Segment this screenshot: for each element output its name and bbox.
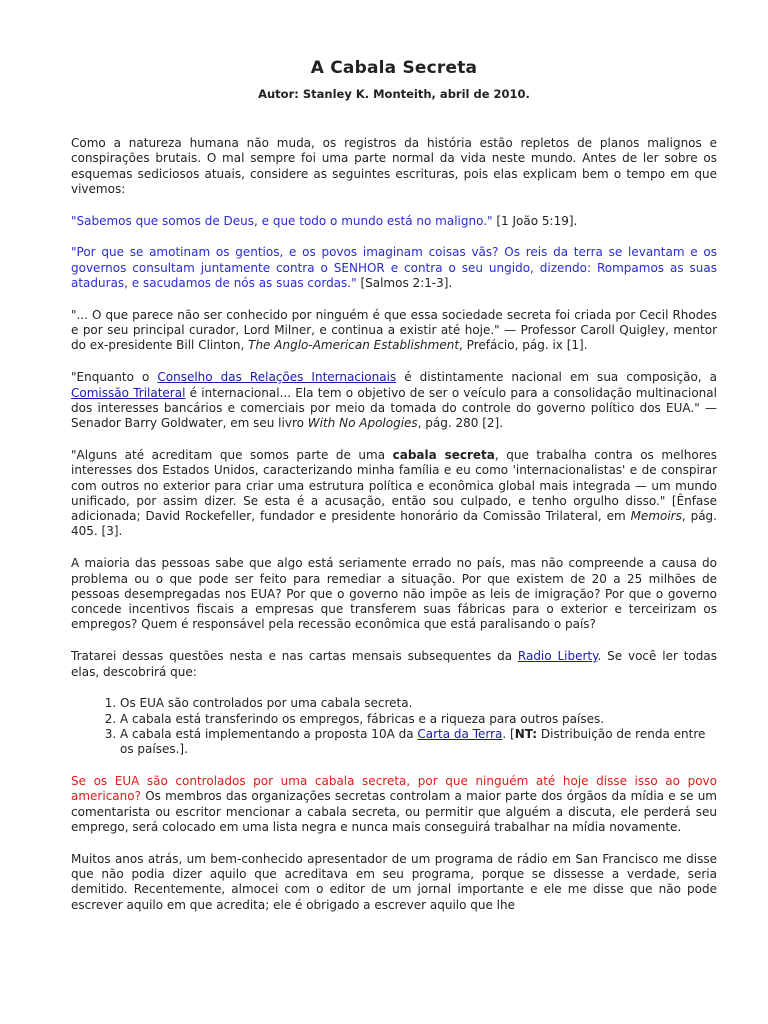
rockefeller-text-2: , que trabalha contra os melhores interesses dos Estados Unidos, caracterizando minha família e eu como 'internacionalistas' e de conspirar com outros no exterior para criar uma estrutura política e econômica global mais integrada — um mundo unificado, por assim dizer. Se esta é a acusação, então sou culpado, e tenho orgulho disso." [Ênfase adicionada; David Rockefeller, fundador e presidente honorário da Comissão Trilateral, em	[71, 447, 717, 524]
red-emphasis-text: Se os EUA são controlados por uma cabala secreta, por que ninguém até hoje disse isso ao povo americano?	[71, 774, 717, 804]
quote-1-ref: [1 João 5:19].	[492, 213, 578, 228]
goldwater-tail: , pág. 280 [2].	[417, 416, 504, 431]
goldwater-text-3: é internacional... Ela tem o objetivo de ser o veículo para a consolidação multinacional dos interesses bancários e comerciais por meio da tomada do controle do governo político dos EUA." — Senador Barry Goldwater, em seu livro	[71, 385, 717, 431]
intro-paragraph: Como a natureza humana não muda, os registros da história estão repletos de planos malignos e conspirações brutais. O mal sempre foi uma parte normal da vida neste mundo. Antes de ler sobre os esquemas sediciosos atuais, considere as seguintes escrituras, pois elas explicam bem o tempo em que vivemos:	[71, 136, 717, 196]
list-item	[120, 727, 717, 758]
link-conselho-relacoes-internacionais[interactable]: Conselho das Relações Internacionais	[157, 370, 397, 385]
last-paragraph: Muitos anos atrás, um bem-conhecido apresentador de um programa de rádio em San Francisco me disse que não podia dizer aquilo que acreditava em seu programa, porque se dissesse a verdade, seria demitido. Recentemente, almocei com o editor de um jornal importante e ele me disse que não pode escrever aquilo em que acredita; ele é obrigado a escrever aquilo que lhe	[71, 851, 717, 912]
tratarei-text-1: Tratarei dessas questões nesta e nas cartas mensais subsequentes da	[71, 649, 518, 664]
document-title: A Cabala Secreta	[310, 58, 478, 78]
rockefeller-text-1: "Alguns até acreditam que somos parte de uma	[71, 447, 393, 462]
quigley-tail: , Prefácio, pág. ix [1].	[459, 338, 588, 353]
document-body	[71, 136, 717, 913]
findings-list	[71, 696, 717, 757]
goldwater-text-2: é distintamente nacional em sua composição, a	[396, 370, 718, 385]
rockefeller-paragraph	[71, 448, 717, 540]
quote-2-text: "Por que se amotinam os gentios, e os povos imaginam coisas vãs? Os reis da terra se levantam e os governos consultam juntamente contra o SENHOR e contra o seu ungido, dizendo: Rompamos as suas ataduras, e sacudamos de nós as suas cordas."	[71, 245, 717, 291]
list-item-3-text-1: A cabala está implementando a proposta 10A da	[120, 726, 418, 741]
list-item: 1. Os EUA são controlados por uma cabala secreta.	[120, 696, 717, 711]
quigley-text: "... O que parece não ser conhecido por ninguém é que essa sociedade secreta foi criada por Cecil Rhodes e por seu principal curador, Lord Milner, e continua a existir até hoje." — Professor Caroll Quigley, mentor do ex-presidente Bill Clinton,	[71, 307, 717, 353]
maioria-paragraph: A maioria das pessoas sabe que algo está seriamente errado no país, mas não compreende a causa do problema ou o que pode ser feito para remediar a situação. Por que existem de 20 a 25 milhões de pessoas desempregadas nos EUA? Por que o governo não impõe as leis de imigração? Por que o governo concede incentivos fiscais a empresas que transferem suas fábricas para o exterior e terceirizam os empregos? Quem é responsável pela recessão econômica que está paralisando o país?	[71, 556, 717, 632]
quote-2-paragraph	[71, 245, 717, 291]
rockefeller-book-title: Memoirs	[630, 509, 682, 524]
quigley-book-title: The Anglo-American Establishment	[248, 338, 460, 353]
red-question-paragraph	[71, 774, 717, 835]
goldwater-text-1: "Enquanto o	[71, 370, 158, 385]
quote-1-paragraph	[71, 214, 717, 229]
rockefeller-tail: , pág. 405. [3].	[71, 509, 717, 539]
rockefeller-bold-phrase: cabala secreta	[392, 447, 495, 462]
document-author: Autor: Stanley K. Monteith, abril de 2010.	[258, 87, 530, 101]
goldwater-paragraph	[71, 370, 717, 431]
goldwater-book-title: With No Apologies	[307, 416, 418, 431]
list-item: 2. A cabala está transferindo os empregos, fábricas e a riqueza para outros países.	[120, 712, 717, 727]
list-item-3-text-2: . [	[502, 726, 515, 741]
quote-1-text: "Sabemos que somos de Deus, e que todo o mundo está no maligno."	[71, 213, 493, 228]
tratarei-text-2: . Se você ler todas elas, descobrirá que:	[71, 649, 717, 679]
translator-note-label: NT:	[514, 726, 538, 741]
list-item-3-text-3: Distribuição de renda entre os países.].	[120, 726, 706, 757]
link-carta-da-terra[interactable]: Carta da Terra	[417, 726, 503, 741]
tratarei-paragraph	[71, 649, 717, 680]
link-comissao-trilateral[interactable]: Comissão Trilateral	[71, 385, 186, 400]
quote-2-ref: [Salmos 2:1-3].	[356, 276, 453, 291]
red-paragraph-rest: Os membros das organizações secretas controlam a maior parte dos órgãos da mídia e se um comentarista ou escritor mencionar a cabala secreta, ou permitir que alguém a discuta, ele perderá seu emprego, será colocado em uma lista negra e nunca mais conseguirá trabalhar na mídia novamente.	[71, 789, 717, 834]
link-radio-liberty[interactable]: Radio Liberty	[517, 649, 598, 664]
quigley-paragraph	[71, 308, 717, 354]
